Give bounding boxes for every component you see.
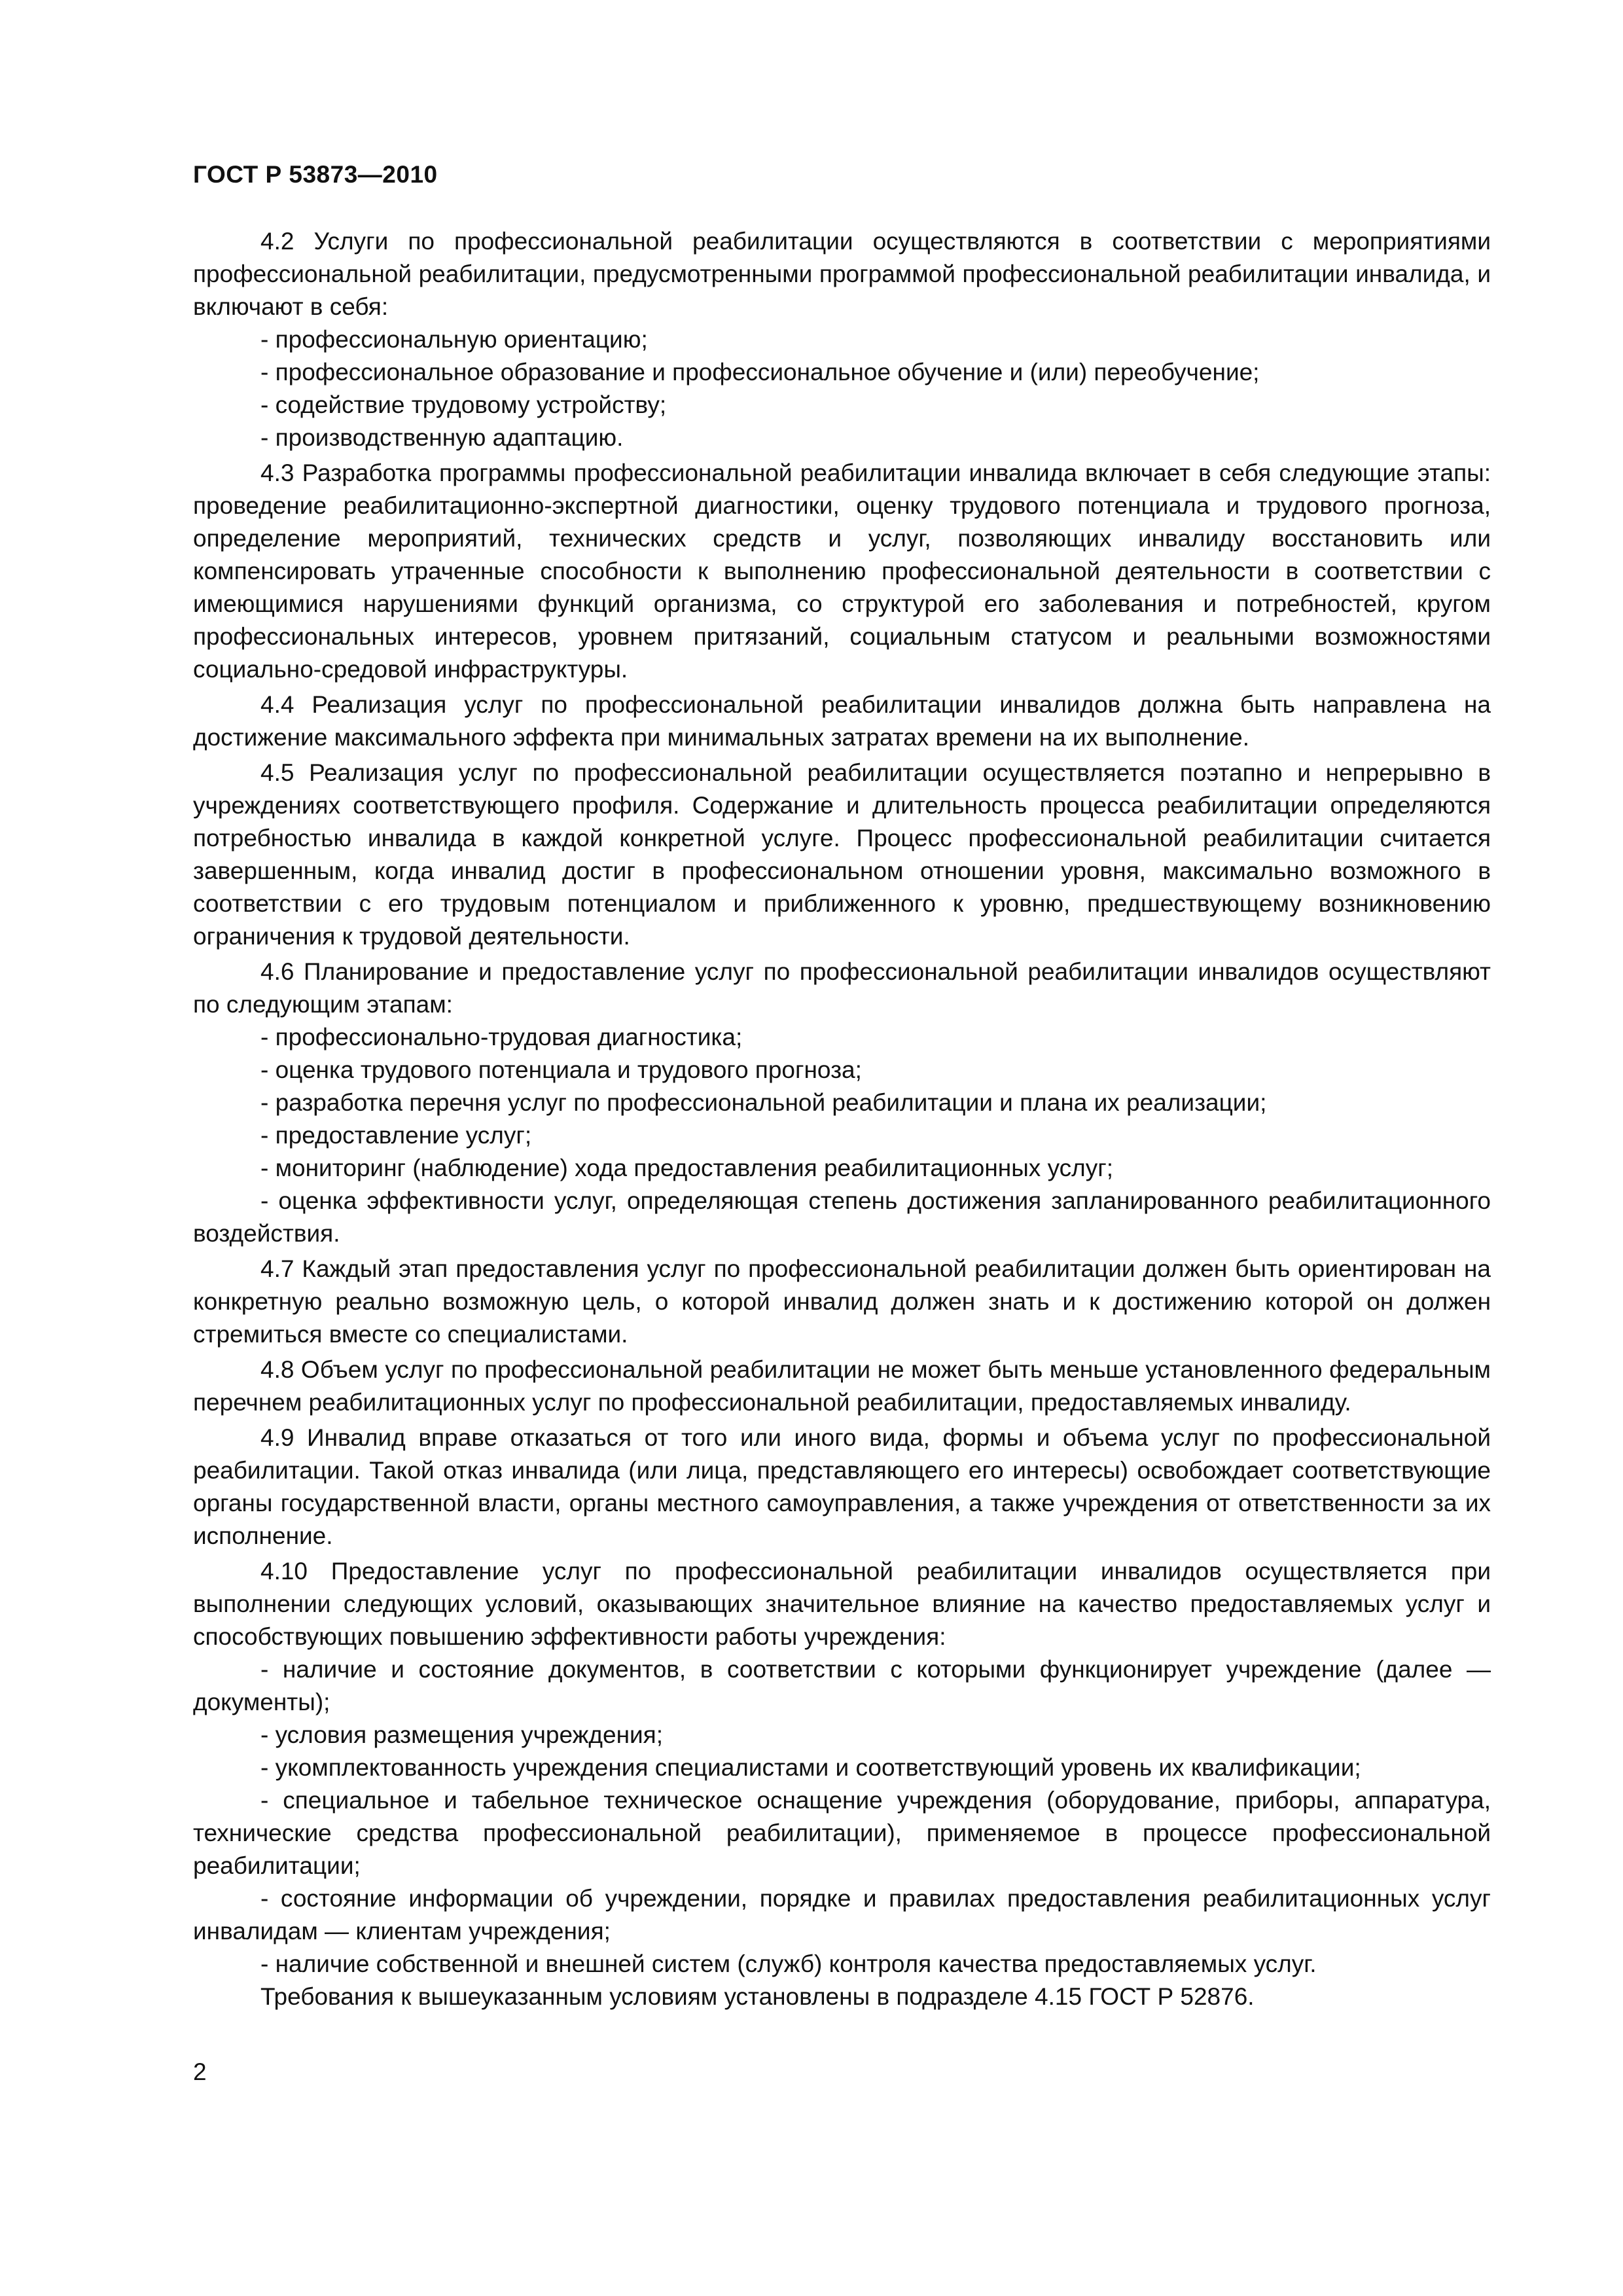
paragraph-4-6: 4.6 Планирование и предоставление услуг по профессиональной реабилитации инвалидов осуществляют по следующим этапам: xyxy=(193,958,1491,1018)
list-item: - наличие и состояние документов, в соответствии с которыми функционирует учреждение (далее — документы); xyxy=(193,1656,1491,1715)
paragraph-4-10: 4.10 Предоставление услуг по профессиональной реабилитации инвалидов осуществляется при выполнении следующих условий, оказывающих значительное влияние на качество предоставляемых услуг и способствующих повышению эффективности работы учреждения: xyxy=(193,1558,1491,1650)
list-item: - разработка перечня услуг по профессиональной реабилитации и плана их реализации; xyxy=(260,1089,1267,1116)
list-item: - укомплектованность учреждения специалистами и соответствующий уровень их квалификации; xyxy=(260,1754,1361,1781)
paragraph-4-5: 4.5 Реализация услуг по профессиональной реабилитации осуществляется поэтапно и непрерывно в учреждениях соответствующего профиля. Содержание и длительность процесса реабилитации определяются потребностью инвалида в каждой конкретной услуге. Процесс профессиональной реабилитации считается завершенным, когда инвалид достиг в профессиональном отношении уровня, максимально возможного в соответствии с его трудовым потенциалом и приближенного к уровню, предшествующему возникновению ограничения к трудовой деятельности. xyxy=(193,759,1491,950)
paragraph-4-3: 4.3 Разработка программы профессиональной реабилитации инвалида включает в себя следующие этапы: проведение реабилитационно-экспертной диагностики, оценку трудового потенциала и трудового прогноза, определение мероприятий, технических средств и услуг, позволяющих инвалиду восстановить или компенсировать утраченные способности к выполнению профессиональной деятельности в соответствии с имеющимися нарушениями функций организма, со структурой его заболевания и потребностей, кругом профессиональных интересов, уровнем притязаний, социальным статусом и реальными возможностями социально-средовой инфраструктуры. xyxy=(193,459,1491,683)
paragraph-4-8: 4.8 Объем услуг по профессиональной реабилитации не может быть меньше установленного федеральным перечнем реабилитационных услуг по профессиональной реабилитации, предоставляемых инвалиду. xyxy=(193,1356,1491,1416)
list-item: - производственную адаптацию. xyxy=(260,424,624,451)
page-number: 2 xyxy=(193,2058,207,2085)
paragraph-4-2: 4.2 Услуги по профессиональной реабилитации осуществляются в соответствии с мероприятиями профессиональной реабилитации, предусмотренными программой профессиональной реабилитации инвалида, и включают в себя: xyxy=(193,228,1491,320)
list-item: - профессионально-трудовая диагностика; xyxy=(260,1024,743,1050)
list-item: - профессиональное образование и профессиональное обучение и (или) переобучение; xyxy=(260,359,1260,386)
paragraph-4-9: 4.9 Инвалид вправе отказаться от того или иного вида, формы и объема услуг по профессиональной реабилитации. Такой отказ инвалида (или лица, представляющего его интересы) освобождает соответствующие органы государственной власти, органы местного самоуправления, а также учреждения от ответственности за их исполнение. xyxy=(193,1424,1491,1549)
list-item: - оценка эффективности услуг, определяющая степень достижения запланированного реабилитационного воздействия. xyxy=(193,1187,1491,1247)
list-item: - оценка трудового потенциала и трудового прогноза; xyxy=(260,1056,862,1083)
document-body xyxy=(193,225,1491,2013)
list-item: - состояние информации об учреждении, порядке и правилах предоставления реабилитационных услуг инвалидам — клиентам учреждения; xyxy=(193,1885,1491,1945)
list-item: - содействие трудовому устройству; xyxy=(260,391,667,418)
list-item: - предоставление услуг; xyxy=(260,1122,532,1149)
paragraph-4-4: 4.4 Реализация услуг по профессиональной реабилитации инвалидов должна быть направлена на достижение максимального эффекта при минимальных затратах времени на их выполнение. xyxy=(193,691,1491,751)
list-item: - специальное и табельное техническое оснащение учреждения (оборудование, приборы, аппаратура, технические средства профессиональной реабилитации), применяемое в процессе профессиональной реабилитации; xyxy=(193,1787,1491,1879)
document-header: ГОСТ Р 53873—2010 xyxy=(193,161,438,188)
list-item: - наличие собственной и внешней систем (служб) контроля качества предоставляемых услуг. xyxy=(260,1950,1317,1977)
list-item: - условия размещения учреждения; xyxy=(260,1721,663,1748)
paragraph-4-7: 4.7 Каждый этап предоставления услуг по профессиональной реабилитации должен быть ориентирован на конкретную реально возможную цель, о которой инвалид должен знать и к достижению которой он должен стремиться вместе со специалистами. xyxy=(193,1255,1491,1348)
list-item: - профессиональную ориентацию; xyxy=(260,326,648,353)
list-item: - мониторинг (наблюдение) хода предоставления реабилитационных услуг; xyxy=(260,1155,1114,1181)
closing-paragraph: Требования к вышеуказанным условиям установлены в подразделе 4.15 ГОСТ Р 52876. xyxy=(260,1983,1255,2010)
